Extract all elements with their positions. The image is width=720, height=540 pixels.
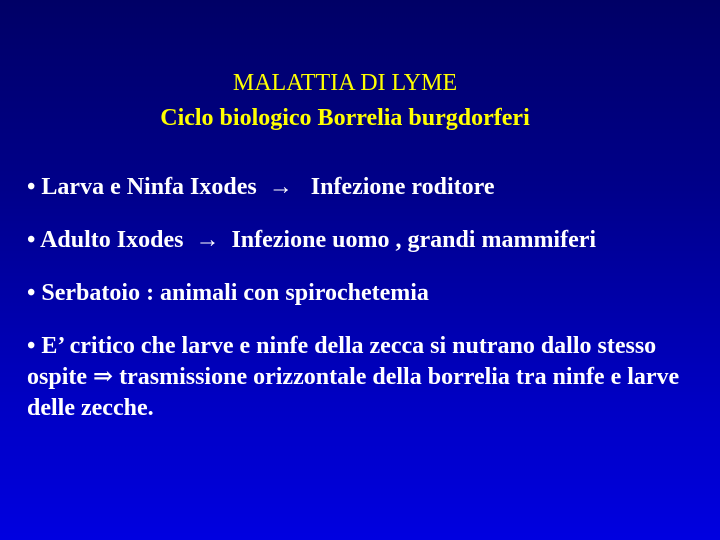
bullet-critico: • E’ critico che larve e ninfe della zecca si nutrano dallo stesso ospite ⇒ trasmissione orizzontale della borrelia tra ninfe e larve delle zecche. xyxy=(27,333,686,421)
title-block xyxy=(0,66,690,136)
bullet-adulto: • Adulto Ixodes → Infezione uomo , grandi mammiferi xyxy=(27,227,597,253)
slide-title: MALATTIA DI LYME xyxy=(232,70,458,96)
bullet-serbatoio: • Serbatoio : animali con spirochetemia xyxy=(27,280,429,306)
bullet-larva-ninfa: • Larva e Ninfa Ixodes → Infezione roditore xyxy=(27,174,495,200)
bullet-list xyxy=(27,172,707,424)
slide-subtitle: Ciclo biologico Borrelia burgdorferi xyxy=(160,105,530,131)
